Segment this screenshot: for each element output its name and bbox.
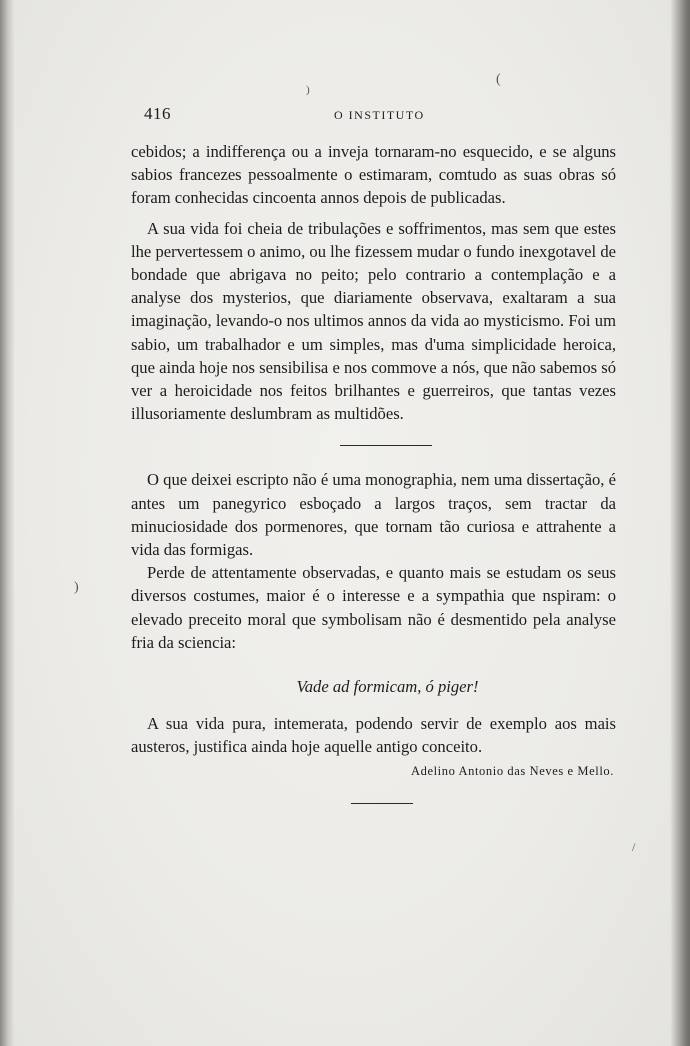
running-header xyxy=(144,104,624,128)
paragraph: A sua vida pura, intemerata, podendo servir de exemplo aos mais austeros, justifica ainda hoje aquelle antigo conceito. xyxy=(131,714,616,757)
latin-motto: Vade ad formicam, ó piger! xyxy=(296,677,479,697)
margin-mark: / xyxy=(632,840,636,854)
paragraph: Perde de attentamente observadas, e quanto mais se estudam os seus diversos costumes, maior é o interesse e a sympathia que nspiram: o elevado preceito moral que symbolisam não é desmentido pela analyse fria da sciencia: xyxy=(131,563,616,652)
paragraph: cebidos; a indifferença ou a inveja tornaram-no esquecido, e se alguns sabios francezes pessoalmente o estimaram, comtudo as suas obras só foram conhecidas cincoenta annos depois de publicadas. xyxy=(131,142,616,208)
end-divider xyxy=(351,803,413,804)
margin-mark: ( xyxy=(496,72,501,87)
paragraph: A sua vida foi cheia de tribulações e soffrimentos, mas sem que estes lhe pervertessem o animo, ou lhe fizessem mudar o fundo inexgotavel de bondade que abrigava no peito; pelo contrario a contemplação e a analyse dos mysterios, que diariamente observava, exaltaram a sua imaginação, levando-o nos ultimos annos da vida ao mysticismo. Foi um sabio, um trabalhador e um simples, mas d'uma simplicidade heroica, que ainda hoje nos sensibilisa e nos commove a nós, que não sabemos só ver a heroicidade nos feitos brilhantes e guerreiros, que tantas vezes illusoriamente deslumbram as multidões. xyxy=(131,218,616,424)
margin-mark: ) xyxy=(306,84,310,96)
section-divider xyxy=(340,445,432,446)
page-number: 416 xyxy=(144,104,171,123)
margin-mark: ) xyxy=(74,580,79,595)
body-text xyxy=(131,140,616,804)
author-signature: Adelino Antonio das Neves e Mello. xyxy=(410,763,614,778)
paragraph: O que deixei escripto não é uma monographia, nem uma dissertação, é antes um panegyrico esboçado a largos traços, sem tractar da minuciosidade dos pormenores, que tornam tão curiosa e attrahente a vida das formigas. xyxy=(131,470,616,560)
journal-title: O INSTITUTO xyxy=(334,108,425,122)
